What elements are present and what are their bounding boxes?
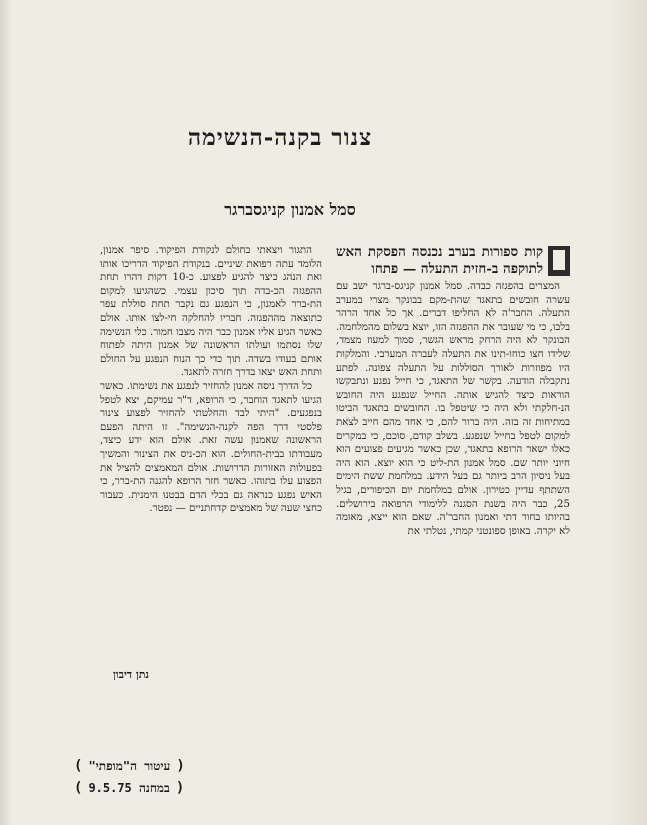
paren-close: ) [175,780,185,796]
article-paragraph: כל הדרך ניסה אמנון להחזיר לנפגע את נשימתו. כאשר הגיעו לתאגד הוחבר, כי הרופא, ד"ר עמיקם, יצא לטפל בנפגעים. "היתי לבד והחלטתי להחזיר לפצוע צינור פלסטי דרך הפה לקנה-הנשימה". זו היתה הפעם הראשונה שאמנון עשה זאת. אולם הוא ידע כיצד, מעבודתו בבית-החולים. הוא הכ-ניס את הצינור והמשיך בפעולות האזורות הדרושות. אולם המאמצים להציל את הפצוע עלו בתוהו. כאשר חזר הרופא להגנה הת-ברר, כי האיש נפגע כנראה גם בכלי הדם בבטנו הימנית. כעבור כחצי שעה של מאמצים קדחתניים — נפטר. [100,380,322,515]
paren-open: ( [74,780,83,796]
scan-shadow-left [0,0,12,825]
source-issue [74,778,226,798]
source-publication [74,756,256,776]
article-headline [336,244,570,277]
article-paragraph: המצרים בהפגזה כבדה. סמל אמנון קניגס-ברגר ישב עם עשרה חובשים בתאגד שהת-מקם בבונקר מצרי במערב התעלה. החבר'ה לא החליפו דברים. אך כל אחד הרהר בלבו, כי מי שעובר את ההפגזה הזו, יוצא בשלום מהמלחמה. הבונקר לא היה הרחק מראש הגשר, סמוך למעוז מצמד, שלידו חצו כוחו-תינו את התעלה לעברה המערבי. והמלקות היו מפוזרות לאורך הסוללות על התעלה צפונה. לפתע נתקבלה הודעה. בקשר של התאגד, כי חייל נפגע ונתבקשו הוראות כיצד להגיש אותה. החייל שנפגע היה החובש הנ-חלקתי ולא היה כי שיטפל בו. החובשים בתאגד הביטו במתיחות זה בזה. היה ברור להם, כי אחד מהם חייב לצאת למקום לטפל בחייל שנפגע. בשלב קודם, סוכם, כי במקרים כאלו ישאר הרופא בתאגד, שכן כאשר מגיעים פצועים הוא חיוני יותר שם. סמל אמנון הת-ליט כי הוא יוצא. הוא היה בעל ניסיון הרב ביותר גם בעל הידע. במלחמת ששת הימים השתתף עדיין כטירון. אולם במלחמת יום הכיפורים, בגיל 25, כבר היה בשנת הסגנה ללימודי הרפואה בירושלים. בהיותו בחור דתי ואמנון החבר'ה. שאם הוא ייצא, מאומה לא יקרה. באופן ספונטני קמתי, נטלתי את [336,281,570,537]
source-publication-text: עיטור ה"מופתי" [88,758,171,773]
article-column-left [100,244,322,654]
article-column-right [336,244,570,682]
article-headline-text: קות ספורות בערב נכנסה הפסקת האש לתוקפה ב-חזית התעלה — פתחו [336,244,543,277]
source-issue-text: במחנה 9.5.75 [88,780,170,795]
dropcap-ornament [548,246,570,276]
paren-open: ( [74,758,83,774]
scan-shadow-right [609,0,647,825]
article-byline: סמל אמנון קניגסברגר [224,200,356,219]
paren-close: ) [176,758,185,774]
article-title: צנור בקנה-הנשימה [187,124,373,151]
article-paragraph: התגור ויצאתי בחולם לנקודת הפיקוד. סיפר אמנון, הלומד עתה רפואת שיניים. בנקודת הפיקוד הדריכו אותו ואת הנהג כיצד להגיע לפצוע. כ-10 דקות דהרו תחת ההפגזה הכ-בדה תוך סיכון עצמי. כשהגיעו למקום הת-ברר לאמנון, כי הנפגע גם נקבר תחת סוללת עפר כתוצאה מההפגזה. חבריו להחלקה חי-לצו אותו. אולם כאשר הגיע אליו אמנון כבר היה מצבו חמור. כלי הנשימה שלו נסתמו ועולתו הראשונה של אמנון היתה לפתוח אותם בעודו בשדה. תוך כדי כך הנוח הנפגע על החולם ותחת האש יצאו בדרך חזרה לתאגד. [100,245,322,379]
author-signature: נתן דיבון [112,668,149,681]
